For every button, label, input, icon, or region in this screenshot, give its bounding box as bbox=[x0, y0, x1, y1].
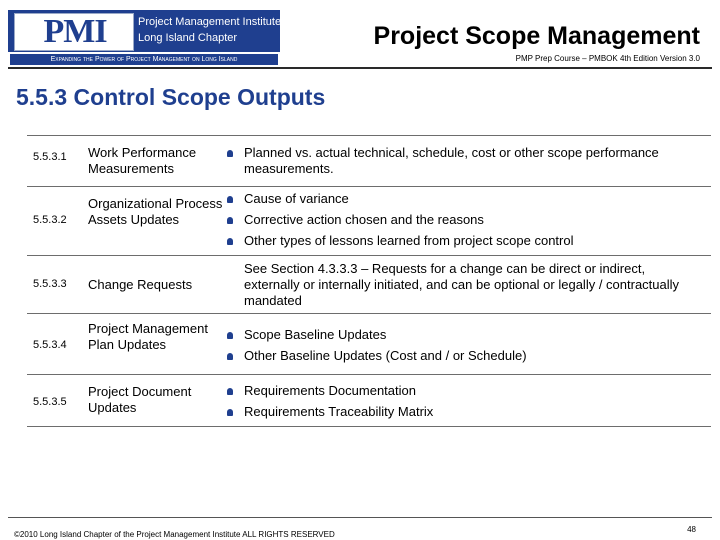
output-name: Project Management Plan Updates bbox=[88, 321, 208, 352]
logo-tagline: Expanding the Power of Project Management on Long Island bbox=[10, 54, 278, 65]
bullet-icon bbox=[227, 238, 233, 245]
table-rule bbox=[27, 135, 711, 136]
output-name: Work Performance Measurements bbox=[88, 145, 197, 176]
bullet-icon bbox=[227, 353, 233, 360]
bullet-text: Scope Baseline Updates bbox=[244, 327, 387, 342]
table-row bbox=[27, 314, 711, 373]
table-row bbox=[27, 375, 711, 425]
output-number: 5.5.3.1 bbox=[33, 151, 67, 163]
bullet-text: Planned vs. actual technical, schedule, cost or other scope performance measurements. bbox=[244, 145, 659, 176]
copyright-footer: ©2010 Long Island Chapter of the Project Management Institute ALL RIGHTS RESERVED bbox=[14, 530, 335, 539]
logo-org-name: Project Management Institute bbox=[138, 16, 282, 28]
bullet-text: Corrective action chosen and the reasons bbox=[244, 212, 484, 227]
logo-banner bbox=[8, 10, 280, 52]
bullet-text: Cause of variance bbox=[244, 191, 349, 206]
bullet-icon bbox=[227, 196, 233, 203]
output-number: 5.5.3.5 bbox=[33, 396, 67, 408]
output-number: 5.5.3.3 bbox=[33, 278, 67, 290]
bullet-icon bbox=[227, 409, 233, 416]
pmi-logo bbox=[8, 10, 280, 65]
output-name: Project Document Updates bbox=[88, 384, 192, 415]
bullet-icon bbox=[227, 150, 233, 157]
course-subtitle: PMP Prep Course – PMBOK 4th Edition Version 3.0 bbox=[515, 54, 700, 63]
logo-chapter-name: Long Island Chapter bbox=[138, 32, 238, 44]
logo-badge bbox=[14, 13, 134, 51]
bullet-text: Requirements Traceability Matrix bbox=[244, 404, 434, 419]
header-divider bbox=[8, 67, 712, 69]
change-requests-text: See Section 4.3.3.3 – Requests for a change can be direct or indirect, externally or internally initiated, and can be optional or legally / contractually mandated bbox=[244, 261, 680, 308]
output-name: Change Requests bbox=[88, 277, 193, 292]
bullet-icon bbox=[227, 217, 233, 224]
logo-mark: PMI bbox=[43, 13, 107, 50]
footer-divider bbox=[8, 517, 712, 518]
table-row bbox=[27, 187, 711, 254]
output-number: 5.5.3.2 bbox=[33, 214, 67, 226]
slide-title: Project Scope Management bbox=[373, 22, 700, 50]
bullet-text: Other Baseline Updates (Cost and / or Schedule) bbox=[244, 348, 527, 363]
bullet-icon bbox=[227, 332, 233, 339]
table-row bbox=[27, 137, 711, 185]
bullet-text: Other types of lessons learned from project scope control bbox=[244, 233, 574, 248]
page-number: 48 bbox=[687, 525, 696, 534]
output-name: Organizational Process Assets Updates bbox=[88, 196, 223, 227]
bullet-icon bbox=[227, 388, 233, 395]
output-number: 5.5.3.4 bbox=[33, 339, 67, 351]
bullet-text: Requirements Documentation bbox=[244, 383, 416, 398]
table-row bbox=[27, 256, 711, 312]
table-rule bbox=[27, 426, 711, 427]
section-heading: 5.5.3 Control Scope Outputs bbox=[16, 84, 326, 110]
